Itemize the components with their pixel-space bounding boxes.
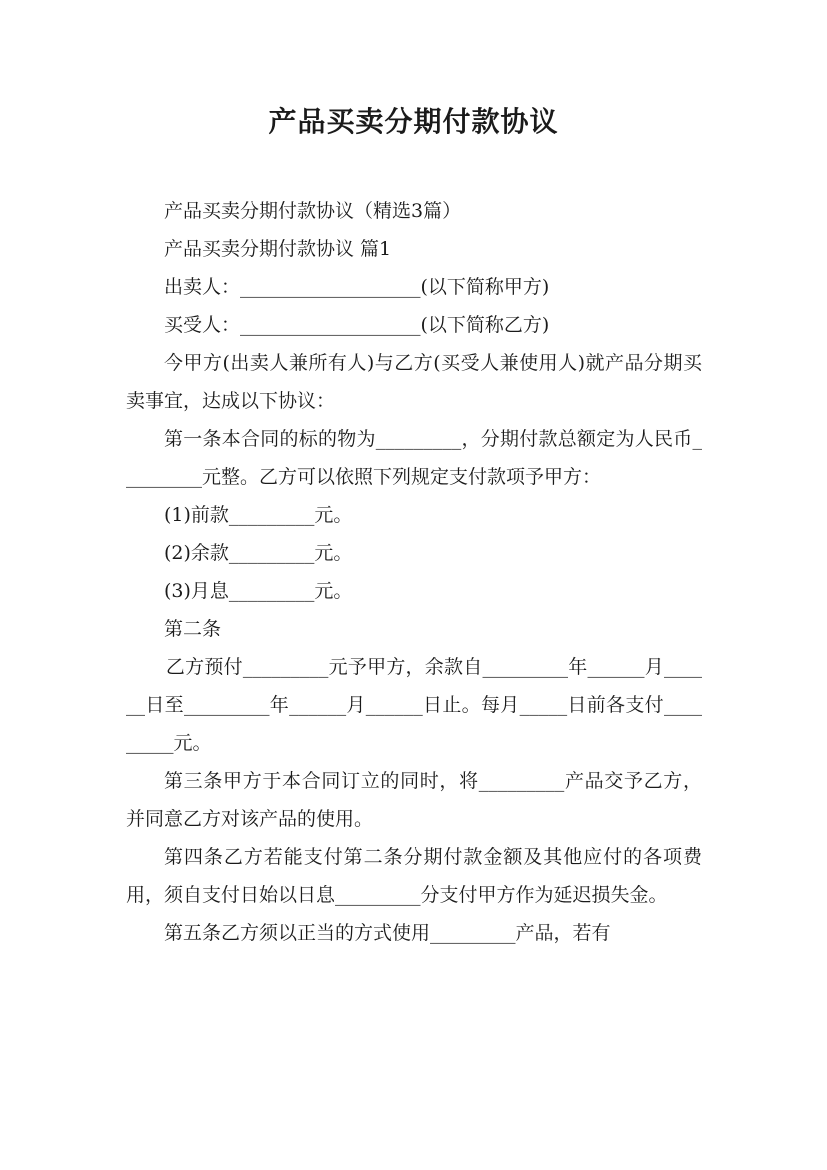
document-body: [126, 192, 702, 952]
paragraph-intro: 今甲方(出卖人兼所有人)与乙方(买受人兼使用人)就产品分期买卖事宜，达成以下协议：: [126, 352, 702, 412]
paragraph-article-2-title: 第二条: [164, 618, 222, 640]
paragraph-section-title: 产品买卖分期付款协议 篇1: [164, 238, 392, 260]
paragraph-article-4: 第四条乙方若能支付第二条分期付款金额及其他应付的各项费用，须自支付日始以日息_________分支付甲方作为延迟损失金。: [126, 846, 702, 906]
paragraph-article-3: 第三条甲方于本合同订立的同时，将_________产品交予乙方，并同意乙方对该产品的使用。: [126, 770, 702, 830]
paragraph-item-2: (2)余款_________元。: [164, 542, 353, 564]
paragraph-seller: 出卖人：___________________(以下简称甲方): [164, 276, 550, 298]
paragraph-article-2: 乙方预付_________元予甲方，余款自_________年______月______日至_________年______月______日止。每月_____日前各支付_________元。: [126, 656, 702, 754]
paragraph-item-1: (1)前款_________元。: [164, 504, 353, 526]
paragraph-buyer: 买受人：___________________(以下简称乙方): [164, 314, 550, 336]
paragraph-article-1: 第一条本合同的标的物为_________，分期付款总额定为人民币_________元整。乙方可以依照下列规定支付款项予甲方：: [126, 428, 702, 488]
document-title: 产品买卖分期付款协议: [268, 105, 559, 138]
paragraph-article-5: 第五条乙方须以正当的方式使用_________产品，若有: [164, 922, 611, 944]
paragraph-item-3: (3)月息_________元。: [164, 580, 353, 602]
paragraph-heading: 产品买卖分期付款协议（精选3篇）: [164, 200, 462, 222]
